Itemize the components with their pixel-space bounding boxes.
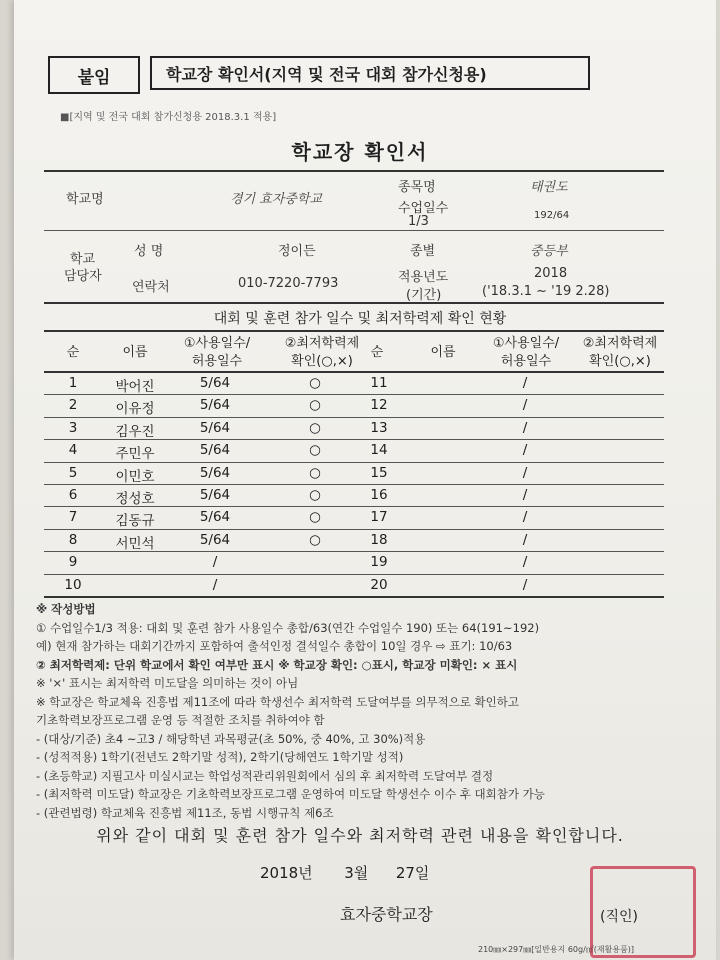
col-name-header: 이름: [122, 345, 148, 360]
col-min-header: ②최저학력제: [284, 336, 360, 351]
date-year: 2018년: [260, 864, 313, 882]
row-name: 이유정: [115, 401, 155, 417]
row-used-days-right: /: [522, 509, 528, 525]
participants-header-border: [44, 371, 664, 373]
col-used-header-right: ①사용일수/: [492, 336, 560, 351]
year-period-value: ('18.3.1 ~ '19 2.28): [482, 284, 610, 299]
note-line: ※ '×' 표시는 최저학력 미도달을 의미하는 것이 아님: [36, 676, 299, 690]
row-divider: [44, 462, 664, 463]
date: [260, 862, 429, 883]
row-used-days: 5/64: [199, 465, 231, 481]
row-min-check: ○: [309, 487, 321, 503]
note-line: 기초학력보장프로그램 운영 등 적절한 조치를 취하여야 함: [36, 713, 325, 727]
table-top-border: [44, 170, 664, 172]
row-number-right: 14: [370, 442, 388, 458]
days-value: 192/64: [534, 210, 570, 221]
row-used-days: 5/64: [199, 375, 231, 391]
manager-label-2: 담당자: [64, 269, 102, 284]
row-divider: [44, 529, 664, 530]
row-name: 서민석: [115, 536, 155, 552]
row-number-right: 13: [370, 420, 388, 436]
manager-label: 학교: [70, 252, 96, 267]
year-label: 적용년도: [398, 270, 449, 285]
school-value: 경기 효자중학교: [230, 192, 323, 207]
row-divider: [44, 417, 664, 418]
school-label: 학교명: [66, 192, 104, 207]
row-number-right: 18: [370, 532, 388, 548]
sub-note: ■[지역 및 전국 대회 참가신청용 2018.3.1 적용]: [60, 112, 277, 123]
row-name: 이민호: [115, 469, 155, 485]
row-number-right: 11: [370, 375, 388, 391]
row-name: 정성호: [115, 491, 155, 507]
col-min-header-right-2: 확인(○,×): [589, 354, 651, 369]
main-title: 학교장 확인서: [291, 140, 429, 164]
note-line: 예) 현재 참가하는 대회기간까지 포함하여 출석인정 결석일수 총합이 10일 경우 ⇨ 표기: 10/63: [36, 639, 513, 653]
note-line: - (대상/기준) 초4 ~고3 / 해당학년 과목평균(초 50%, 중 40%, 고 30%)적용: [36, 731, 426, 746]
row-number: 6: [68, 487, 78, 503]
row-number: 5: [68, 465, 78, 481]
col-no-header-right: 순: [370, 345, 384, 360]
row-number-right: 19: [370, 554, 388, 570]
row-used-days-right: /: [522, 420, 528, 436]
row-min-check: ○: [309, 442, 321, 458]
days-label: 수업일수: [398, 201, 449, 216]
date-day: 27일: [395, 864, 430, 882]
row-number: 7: [68, 509, 78, 525]
participants-top-border: [44, 330, 664, 332]
row-name: 주민우: [115, 446, 155, 462]
col-used-header: ①사용일수/: [183, 336, 251, 351]
col-used-header-2: 허용일수: [191, 354, 243, 369]
row-min-check: ○: [309, 465, 321, 481]
row-used-days-right: /: [522, 375, 528, 391]
row-name: 김우진: [115, 424, 155, 440]
row-number-right: 16: [370, 487, 388, 503]
note-line: ① 수업일수1/3 적용: 대회 및 훈련 참가 사용일수 총합/63(연간 수업일수 190) 또는 64(191~192): [36, 620, 540, 635]
row-used-days-right: /: [522, 577, 528, 593]
note-line: - (초등학교) 지필고사 미실시교는 학업성적관리위원회에서 심의 후 최저학력 도달여부 결정: [36, 768, 494, 783]
contact-label: 연락처: [132, 280, 170, 295]
row-number: 8: [68, 532, 78, 548]
info-row-divider: [44, 230, 664, 231]
row-number: 9: [68, 554, 78, 570]
row-used-days: /: [212, 577, 218, 593]
row-number: 1: [68, 375, 78, 391]
note-line: ※ 학교장은 학교체육 진흥법 제11조에 따라 학생선수 최저학력 도달여부를 의무적으로 확인하고: [36, 694, 519, 709]
row-used-days-right: /: [522, 487, 528, 503]
note-line: ② 최저학력제: 단위 학교에서 확인 여부만 표시 ※ 학교장 확인: ○표시, 학교장 미확인: × 표시: [36, 657, 518, 672]
note-line: - (최저학력 미도달) 학교장은 기초학력보장프로그램 운영하여 미도달 학생선수 이수 후 대회참가 가능: [36, 787, 545, 801]
row-number: 3: [68, 420, 78, 436]
year-value: 2018: [534, 266, 568, 281]
info-bottom-border: [44, 302, 664, 304]
principal-name: 효자중학교장: [340, 905, 433, 924]
row-number: 10: [64, 577, 82, 593]
document-header-title: 학교장 확인서(지역 및 전국 대회 참가신청용): [150, 56, 590, 90]
col-no-header: 순: [66, 345, 80, 360]
row-used-days: 5/64: [199, 420, 231, 436]
note-line: - (관련법령) 학교체육 진흥법 제11조, 동법 시행규칙 제6조: [36, 805, 334, 820]
confirmation-statement: 위와 같이 대회 및 훈련 참가 일수와 최저학력 관련 내용을 확인합니다.: [96, 826, 624, 845]
row-used-days-right: /: [522, 397, 528, 413]
paper-spec-footer: 210㎜×297㎜[일반용지 60g/㎡(재활용품)]: [478, 945, 635, 954]
col-name-header-right: 이름: [430, 345, 456, 360]
row-divider: [44, 574, 664, 575]
col-min-header-right: ②최저학력제: [582, 336, 658, 351]
row-min-check: ○: [309, 420, 321, 436]
name-value: 정이든: [278, 244, 316, 259]
row-used-days: 5/64: [199, 532, 231, 548]
notes-section: [36, 600, 696, 822]
seal-mark: (직인): [600, 909, 638, 925]
note-line: - (성적적용) 1학기(전년도 2학기말 성적), 2학기(당해연도 1학기말 성적): [36, 750, 404, 764]
row-min-check: ○: [309, 509, 321, 525]
row-number: 4: [68, 442, 78, 458]
row-name: 김동규: [115, 513, 155, 529]
row-number-right: 12: [370, 397, 388, 413]
participants-bottom-border: [44, 596, 664, 598]
contact-value: 010-7220-7793: [238, 276, 339, 291]
event-value: 태권도: [530, 180, 568, 195]
name-label: 성 명: [134, 244, 164, 259]
attachment-tag: 붙임: [48, 56, 140, 94]
category-label: 종별: [410, 244, 436, 259]
event-label: 종목명: [398, 180, 436, 195]
row-number-right: 20: [370, 577, 388, 593]
row-min-check: ○: [309, 532, 321, 548]
days-label-ratio: 1/3: [408, 214, 429, 229]
row-min-check: ○: [309, 397, 321, 413]
row-used-days: 5/64: [199, 487, 231, 503]
col-min-header-2: 확인(○,×): [291, 354, 353, 369]
row-used-days-right: /: [522, 465, 528, 481]
row-number-right: 17: [370, 509, 388, 525]
row-used-days-right: /: [522, 532, 528, 548]
col-used-header-right-2: 허용일수: [500, 354, 552, 369]
row-number: 2: [68, 397, 78, 413]
row-used-days: /: [212, 554, 218, 570]
row-used-days: 5/64: [199, 397, 231, 413]
status-title: 대회 및 훈련 참가 일수 및 최저학력제 확인 현황: [213, 311, 507, 327]
row-name: 박어진: [115, 379, 155, 395]
category-value: 중등부: [530, 244, 568, 259]
row-number-right: 15: [370, 465, 388, 481]
note-line: ※ 작성방법: [36, 602, 96, 616]
row-used-days-right: /: [522, 442, 528, 458]
row-used-days: 5/64: [199, 442, 231, 458]
date-month: 3월: [344, 864, 369, 882]
row-used-days: 5/64: [199, 509, 231, 525]
row-used-days-right: /: [522, 554, 528, 570]
year-label-period: (기간): [406, 288, 442, 303]
row-min-check: ○: [309, 375, 321, 391]
